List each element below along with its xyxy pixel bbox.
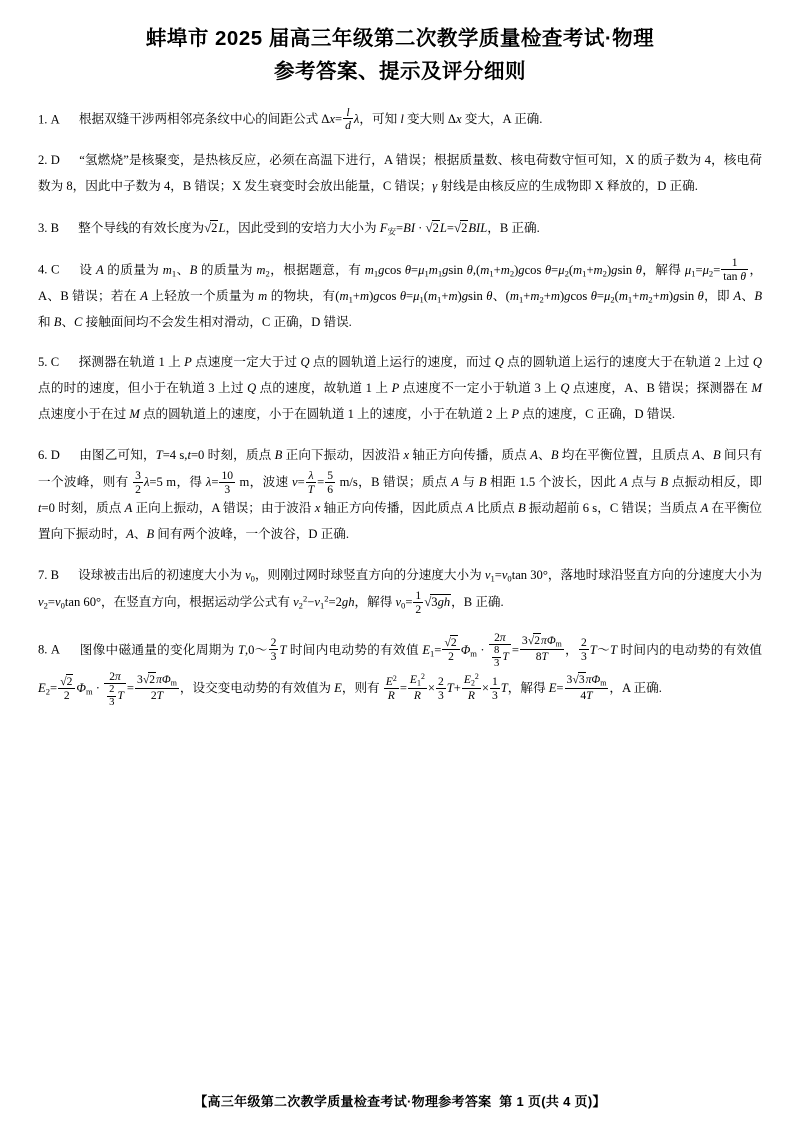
- answer-number-3: 3.: [38, 220, 48, 235]
- answer-number-1: 1.: [38, 112, 48, 127]
- answer-text-7: 设球被击出后的初速度大小为 $v_0$，则刚过网时球竖直方向的分速度大小为 $v_1=v_0\tan$ 30°，落地时球沿竖直方向的分速度大小为 $v_2=v_0\tan$ 60°，在竖直方向，根据运动学公式有 $v_2^2-v_1^2=2gh$，解得 $v_0=$ $\frac{1}{2}$ √3gh，B 正确.: [38, 567, 762, 616]
- footer-page-label: 第 1 页(共 4 页): [499, 1094, 593, 1109]
- answer-number-6: 6.: [38, 447, 48, 462]
- answer-item-8: [38, 631, 762, 709]
- answer-text-1: 根据双缝干涉两相邻亮条纹中心的间距公式 Δx= $\frac{l}{d}$ λ，可知 l 变大则 Δx 变大，A 正确.: [78, 105, 543, 133]
- answer-item-2: [38, 148, 762, 200]
- answer-choice-2: D: [50, 152, 60, 167]
- answer-item-5: [38, 350, 762, 427]
- answer-text-2: “氢燃烧”是核聚变，是热核反应，必须在高温下进行，A 错误；根据质量数、核电荷数守恒可知，X 的质子数为 4，核电荷数为 8，因此中子数为 4，B 错误；X 发生衰变时会放出能量，C 错误；γ 射线是由核反应的生成物即 X 释放的，D 正确.: [38, 152, 762, 193]
- answer-item-6: [38, 443, 762, 548]
- footer-left-bracket: 【: [194, 1094, 208, 1109]
- page-title-block: [38, 24, 762, 88]
- footer-right-bracket: 】: [592, 1094, 606, 1109]
- answer-item-7: [38, 563, 762, 616]
- page-subtitle: 参考答案、提示及评分细则: [274, 59, 526, 83]
- page-title: 蚌埠市 2025 届高三年级第二次教学质量检查考试·物理: [145, 27, 655, 50]
- answer-item-3: [38, 215, 762, 242]
- answer-number-8: 8.: [38, 642, 48, 657]
- answer-text-3: 整个导线的有效长度为√2L，因此受到的安培力大小为 $F_安=BI \cdot √2L=√2BIL$，B 正确.: [78, 220, 540, 237]
- answer-choice-7: B: [50, 567, 60, 582]
- answer-number-4: 4.: [38, 262, 48, 277]
- answer-choice-3: B: [50, 220, 60, 235]
- footer-text: 高三年级第二次教学质量检查考试·物理参考答案: [207, 1094, 492, 1109]
- answer-number-5: 5.: [38, 355, 48, 370]
- answer-text-5: 探测器在轨道 1 上 P 点速度一定大于过 Q 点的圆轨道上运行的速度，而过 Q 点的圆轨道上运行的速度大于在轨道 2 上过 Q 点的时的速度，但小于在轨道 3 上过 Q 点的速度，故轨道 1 上 P 点速度不一定小于轨道 3 上 Q 点速度，A、B 错误；探测器在 M 点速度小于在过 M 点的圆轨道上的速度，小于在圆轨道 1 上的速度，小于在轨道 2 上 P 点的速度，C 正确，D 错误.: [38, 355, 763, 422]
- answer-choice-6: D: [50, 447, 60, 462]
- answer-number-7: 7.: [38, 567, 48, 582]
- answer-choice-8: A: [50, 642, 61, 657]
- answer-text-8: 图像中磁通量的变化周期为 T,0～ $\frac{2}{3}$ T 时间内电动势的有效值 $E_1=$ $\frac{√2}{2}$ $\Phi_m$ · 2π $\frac{8}{3}$ T = $\frac{3√2\pi\Phi_m}{8T}$ ， $\frac{2}{3}$ T～T 时间内的电动势的有效值 $E_2=$ $\frac{√2}{2}$ $\Phi_m$ · 2π $\frac{2}{3}$ T = $\frac{3√2\pi\Phi_m}{2T}$ ，设交变电动势的有效值为 E，则有 $\frac{E^2}{R}$ = $\frac{E_1^2}{R}$ × $\frac{2}{3}$ T+ $\frac{E_2^2}{R}$ × $\frac{1}{3}$ T，解得 E= $\frac{3√3\pi\Phi_m}{4T}$ ，A 正确.: [38, 630, 763, 708]
- answer-choice-4: C: [51, 262, 60, 277]
- page-footer: [0, 1091, 800, 1110]
- answer-text-4: 设 A 的质量为 $m_1$、B 的质量为 $m_2$，根据题意，有 $m_1gcos$ $\theta=\mu_1m_1gsin$ $\theta,(m_1+m_2)gcos$ $\theta=\mu_2(m_1+m_2)gsin$ θ，解得 $\mu_1=\mu_2=$ $\frac{1}{\text{tan θ}}$ ，A、B 错误；若在 A 上轻放一个质量为 m 的物块，有$(m_1+m)gcos$ $\theta=\mu_1(m_1+m)gsin$ θ、$(m_1+m_2+m)gcos$ $\theta=\mu_2(m_1+m_2+m)gsin$ θ，即 A、B 和 B、C 接触面间均不会发生相对滑动，C 正确，D 错误.: [38, 256, 763, 329]
- answer-number-2: 2.: [38, 152, 48, 167]
- answers-list: [38, 106, 762, 709]
- answer-choice-5: C: [50, 355, 60, 370]
- answer-text-6: 由图乙可知，T=4 s,t=0 时刻，质点 B 正向下振动，因波沿 x 轴正方向传播，质点 A、B 均在平衡位置，且质点 A、B 间只有一个波峰，则有 $\frac{3}{2}$ λ=5 m，得 λ= $\frac{10}{3}$ m，波速 v= $\frac{\lambda}{T}$ = $\frac{5}{6}$ m/s，B 错误；质点 A 与 B 相距 1.5 个波长，因此 A 点与 B 点振动相反，即 t=0 时刻，质点 A 正向上振动，A 错误；由于波沿 x 轴正方向传播，因此质点 A 比质点 B 振动超前 6 s，C 错误；当质点 A 在平衡位置向下振动时，A、B 间有两个波峰，一个波谷，D 正确.: [38, 447, 763, 541]
- answer-item-4: [38, 256, 762, 335]
- answer-choice-1: A: [50, 112, 60, 127]
- answer-item-1: [38, 106, 762, 133]
